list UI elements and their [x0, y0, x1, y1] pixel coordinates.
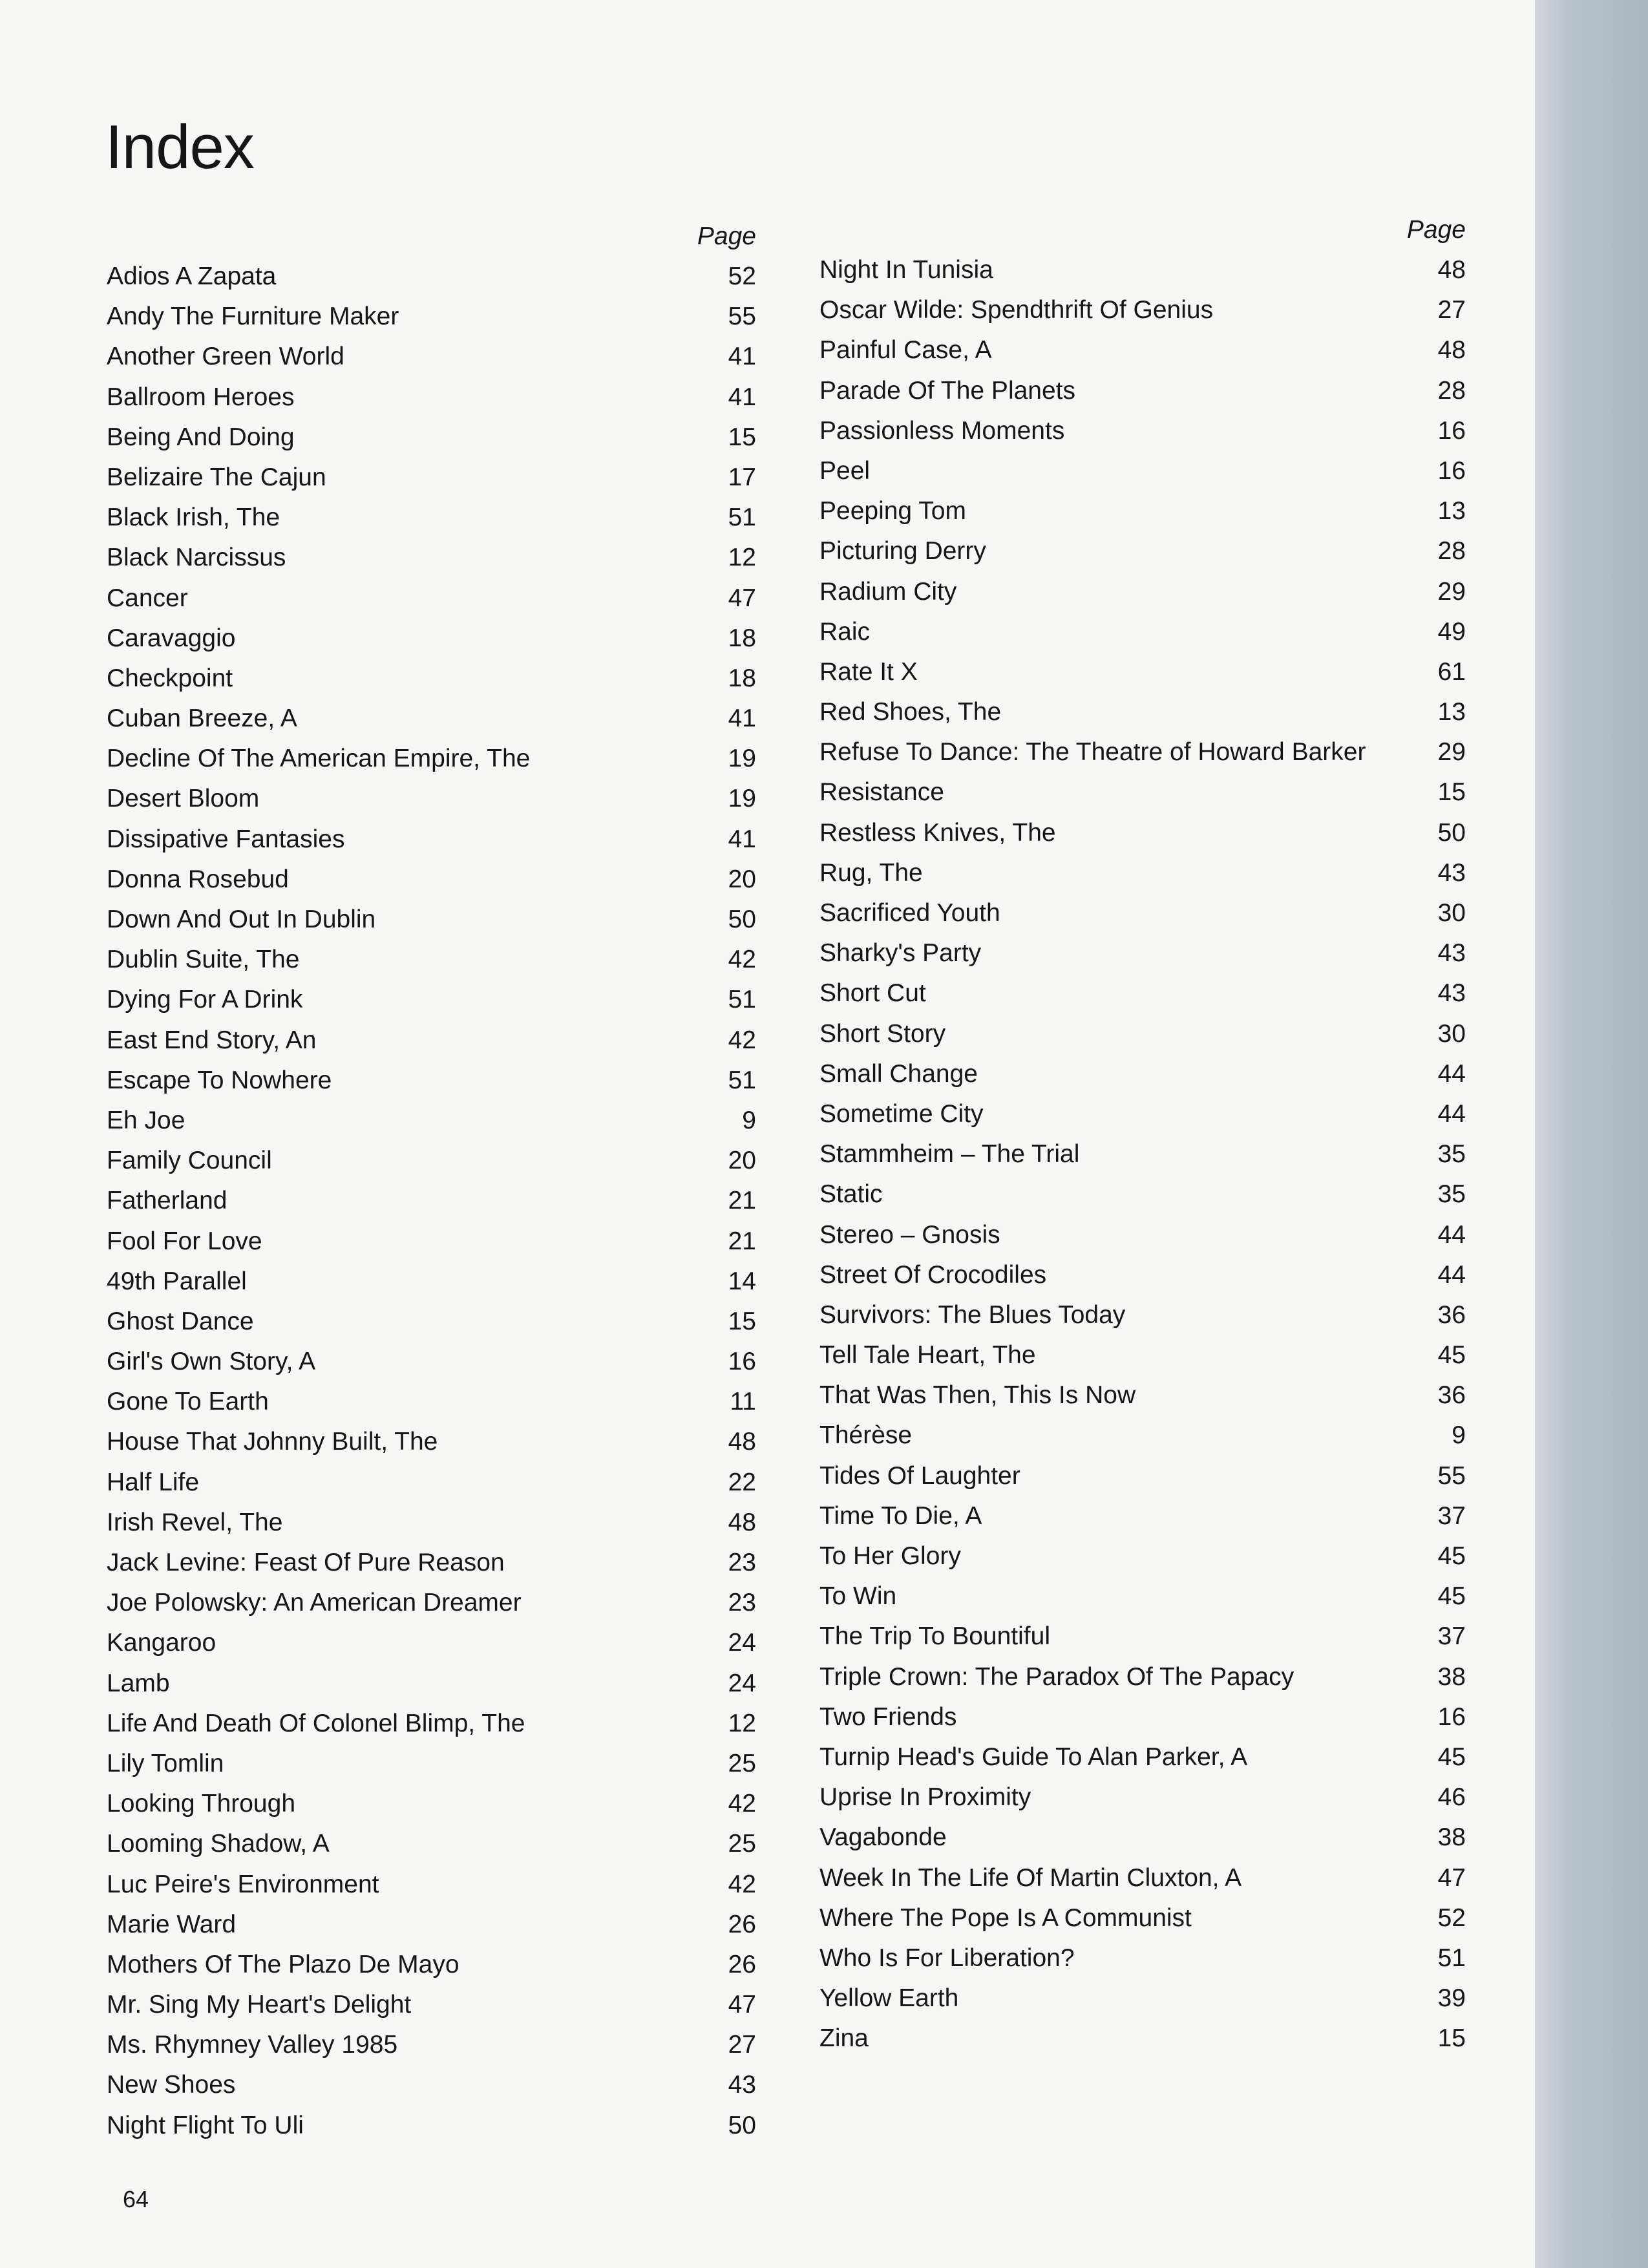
index-list-right — [819, 250, 1466, 2059]
entry-page-number: 42 — [728, 946, 756, 974]
entry-page-number: 35 — [1437, 1140, 1466, 1169]
entry-page-number: 36 — [1437, 1300, 1466, 1329]
entry-page-number: 28 — [1437, 537, 1466, 566]
entry-page-number: 11 — [730, 1388, 756, 1416]
entry-title: Luc Peire's Environment — [107, 1870, 379, 1898]
entry-page-number: 25 — [728, 1830, 756, 1858]
entry-page-number: 41 — [728, 343, 756, 371]
entry-title: Red Shoes, The — [819, 698, 1002, 726]
index-entry — [819, 1054, 1466, 1094]
index-entry — [819, 1898, 1466, 1938]
entry-page-number: 48 — [1437, 336, 1466, 365]
index-entry — [107, 739, 756, 779]
entry-page-number: 27 — [1437, 296, 1466, 324]
index-entry — [107, 1945, 756, 1985]
entry-page-number: 43 — [1437, 858, 1466, 887]
entry-title: Vagabonde — [819, 1823, 947, 1852]
entry-page-number: 29 — [1437, 738, 1466, 767]
index-entry — [819, 1335, 1466, 1375]
entry-page-number: 50 — [728, 906, 756, 933]
entry-title: Sharky's Party — [819, 939, 982, 968]
entry-title: Eh Joe — [107, 1106, 185, 1134]
index-entry — [819, 1014, 1466, 1054]
entry-page-number: 26 — [728, 1950, 756, 1978]
entry-title: Picturing Derry — [819, 537, 986, 566]
entry-title: Irish Revel, The — [107, 1508, 283, 1536]
page-number: 64 — [123, 2186, 149, 2212]
entry-title: Black Narcissus — [107, 544, 286, 572]
entry-title: Belizaire The Cajun — [107, 463, 326, 491]
entry-page-number: 28 — [1437, 376, 1466, 405]
index-entry — [819, 1697, 1466, 1737]
entry-page-number: 9 — [742, 1106, 756, 1134]
index-entry — [819, 973, 1466, 1013]
entry-title: Week In The Life Of Martin Cluxton, A — [819, 1863, 1242, 1892]
index-entry — [819, 1215, 1466, 1255]
entry-title: Short Story — [819, 1019, 946, 1048]
entry-page-number: 38 — [1437, 1823, 1466, 1852]
index-entry — [107, 1302, 756, 1342]
entry-page-number: 52 — [728, 262, 756, 290]
index-entry — [819, 290, 1466, 330]
entry-page-number: 48 — [728, 1428, 756, 1456]
entry-page-number: 30 — [1437, 1019, 1466, 1048]
entry-title: Zina — [819, 2024, 869, 2053]
entry-page-number: 39 — [1437, 1984, 1466, 2013]
entry-page-number: 15 — [1437, 2024, 1466, 2053]
entry-title: Painful Case, A — [819, 336, 992, 365]
entry-page-number: 25 — [728, 1749, 756, 1777]
index-entry — [819, 330, 1466, 370]
entry-title: Donna Rosebud — [107, 865, 289, 893]
entry-title: Stammheim – The Trial — [819, 1140, 1080, 1169]
entry-title: Lamb — [107, 1669, 170, 1697]
entry-page-number: 42 — [728, 1790, 756, 1818]
index-entry — [107, 980, 756, 1020]
entry-title: Raic — [819, 617, 871, 646]
index-entry — [107, 538, 756, 578]
entry-title: Rate It X — [819, 657, 918, 686]
entry-page-number: 48 — [1437, 256, 1466, 284]
entry-page-number: 24 — [728, 1669, 756, 1697]
index-entry — [107, 820, 756, 860]
entry-title: Looking Through — [107, 1790, 296, 1818]
index-entry — [107, 2106, 756, 2146]
entry-title: Dublin Suite, The — [107, 946, 300, 974]
index-entry — [819, 1777, 1466, 1818]
index-entry — [107, 1061, 756, 1101]
index-entry — [819, 572, 1466, 612]
entry-title: Fool For Love — [107, 1227, 262, 1255]
entry-page-number: 47 — [1437, 1863, 1466, 1892]
entry-page-number: 23 — [728, 1549, 756, 1576]
entry-page-number: 17 — [728, 463, 756, 491]
entry-title: Who Is For Liberation? — [819, 1944, 1075, 1972]
entry-title: Being And Doing — [107, 423, 295, 451]
index-entry — [107, 1583, 756, 1623]
entry-page-number: 46 — [1437, 1783, 1466, 1812]
index-entry — [107, 1342, 756, 1382]
entry-page-number: 37 — [1437, 1622, 1466, 1651]
entry-page-number: 51 — [728, 986, 756, 1014]
index-entry — [107, 1021, 756, 1061]
index-entry — [819, 692, 1466, 732]
entry-page-number: 14 — [728, 1267, 756, 1295]
index-entry — [819, 1456, 1466, 1496]
entry-title: To Her Glory — [819, 1542, 961, 1570]
index-entry — [819, 1295, 1466, 1335]
entry-page-number: 19 — [728, 785, 756, 813]
index-entry — [819, 853, 1466, 893]
entry-page-number: 44 — [1437, 1220, 1466, 1249]
entry-page-number: 21 — [728, 1227, 756, 1255]
entry-title: Escape To Nowhere — [107, 1066, 332, 1094]
entry-page-number: 55 — [1437, 1461, 1466, 1490]
entry-page-number: 19 — [728, 745, 756, 773]
entry-title: Ghost Dance — [107, 1307, 254, 1335]
entry-page-number: 48 — [728, 1508, 756, 1536]
index-entry — [107, 860, 756, 900]
index-entry — [107, 1824, 756, 1864]
entry-title: Radium City — [819, 577, 957, 606]
entry-page-number: 15 — [1437, 778, 1466, 807]
index-entry — [107, 1463, 756, 1503]
entry-page-number: 44 — [1437, 1059, 1466, 1088]
entry-title: Rug, The — [819, 858, 923, 887]
index-entry — [819, 371, 1466, 411]
index-entry — [819, 1496, 1466, 1536]
entry-title: Yellow Earth — [819, 1984, 959, 2013]
entry-title: Gone To Earth — [107, 1388, 269, 1416]
entry-title: Thérèse — [819, 1421, 913, 1450]
entry-page-number: 38 — [1437, 1662, 1466, 1691]
entry-page-number: 30 — [1437, 899, 1466, 927]
entry-title: Mr. Sing My Heart's Delight — [107, 1991, 412, 2019]
entry-page-number: 47 — [728, 584, 756, 612]
index-entry — [107, 418, 756, 458]
entry-page-number: 41 — [728, 825, 756, 853]
entry-page-number: 23 — [728, 1589, 756, 1617]
entry-title: Resistance — [819, 778, 944, 807]
entry-page-number: 45 — [1437, 1542, 1466, 1570]
entry-page-number: 52 — [1437, 1903, 1466, 1932]
entry-page-number: 27 — [728, 2031, 756, 2059]
entry-title: Decline Of The American Empire, The — [107, 745, 531, 773]
index-entry — [107, 1503, 756, 1543]
entry-title: Where The Pope Is A Communist — [819, 1903, 1192, 1932]
index-entry — [819, 531, 1466, 571]
index-entry — [107, 1744, 756, 1784]
index-entry — [819, 1536, 1466, 1576]
index-entry — [107, 1262, 756, 1302]
index-entry — [107, 458, 756, 498]
index-entry — [819, 1174, 1466, 1214]
index-entry — [107, 297, 756, 337]
index-entry — [819, 1134, 1466, 1174]
entry-page-number: 61 — [1437, 657, 1466, 686]
index-entry — [107, 1905, 756, 1945]
entry-title: Tides Of Laughter — [819, 1461, 1020, 1490]
index-entry — [107, 1664, 756, 1704]
entry-page-number: 51 — [1437, 1944, 1466, 1972]
entry-title: Survivors: The Blues Today — [819, 1300, 1126, 1329]
entry-title: Uprise In Proximity — [819, 1783, 1031, 1812]
entry-title: Peel — [819, 456, 871, 485]
entry-title: Sometime City — [819, 1099, 984, 1128]
index-entry — [819, 1657, 1466, 1697]
entry-title: Refuse To Dance: The Theatre of Howard Barker — [819, 738, 1366, 767]
index-entry — [819, 411, 1466, 451]
index-entry — [107, 337, 756, 377]
index-entry — [107, 578, 756, 619]
entry-page-number: 51 — [728, 1066, 756, 1094]
page-edge-background — [1535, 0, 1648, 2268]
index-entry — [107, 257, 756, 297]
entry-title: Time To Die, A — [819, 1501, 982, 1530]
index-entry — [107, 2025, 756, 2065]
entry-title: Another Green World — [107, 343, 344, 371]
entry-page-number: 29 — [1437, 577, 1466, 606]
index-entry — [819, 451, 1466, 491]
entry-page-number: 15 — [728, 423, 756, 451]
entry-title: Two Friends — [819, 1702, 957, 1731]
entry-title: Cancer — [107, 584, 188, 612]
entry-title: Street Of Crocodiles — [819, 1260, 1047, 1289]
entry-title: Lily Tomlin — [107, 1749, 224, 1777]
index-entry — [819, 1094, 1466, 1134]
index-entry — [819, 1737, 1466, 1777]
entry-page-number: 20 — [728, 865, 756, 893]
page-column-heading: Page — [697, 222, 756, 250]
entry-page-number: 49 — [1437, 617, 1466, 646]
index-entry — [819, 1255, 1466, 1295]
index-entry — [107, 779, 756, 819]
entry-page-number: 16 — [728, 1348, 756, 1376]
entry-page-number: 20 — [728, 1147, 756, 1175]
entry-page-number: 22 — [728, 1468, 756, 1496]
index-entry — [819, 933, 1466, 973]
entry-title: Fatherland — [107, 1187, 227, 1215]
index-entry — [819, 612, 1466, 652]
entry-page-number: 13 — [1437, 497, 1466, 525]
index-column-left — [107, 217, 756, 2146]
entry-page-number: 18 — [728, 624, 756, 652]
entry-title: Triple Crown: The Paradox Of The Papacy — [819, 1662, 1294, 1691]
entry-title: To Win — [819, 1582, 897, 1611]
entry-page-number: 13 — [1437, 698, 1466, 726]
index-entry — [107, 498, 756, 538]
entry-title: New Shoes — [107, 2071, 236, 2099]
entry-title: That Was Then, This Is Now — [819, 1381, 1136, 1410]
entry-page-number: 21 — [728, 1187, 756, 1215]
entry-title: Peeping Tom — [819, 497, 966, 525]
entry-page-number: 18 — [728, 664, 756, 692]
entry-title: Kangaroo — [107, 1629, 217, 1657]
index-entry — [107, 2065, 756, 2105]
index-entry — [819, 813, 1466, 853]
entry-title: Life And Death Of Colonel Blimp, The — [107, 1709, 525, 1737]
entry-title: Oscar Wilde: Spendthrift Of Genius — [819, 296, 1214, 324]
index-entry — [107, 619, 756, 659]
entry-page-number: 45 — [1437, 1341, 1466, 1370]
entry-page-number: 36 — [1437, 1381, 1466, 1410]
entry-page-number: 42 — [728, 1026, 756, 1054]
entry-title: Night Flight To Uli — [107, 2111, 304, 2139]
entry-page-number: 44 — [1437, 1260, 1466, 1289]
index-list-left — [107, 257, 756, 2146]
entry-title: Black Irish, The — [107, 503, 280, 532]
index-entry — [107, 1865, 756, 1905]
entry-page-number: 43 — [1437, 979, 1466, 1008]
entry-title: Restless Knives, The — [819, 818, 1056, 847]
index-entry — [819, 250, 1466, 290]
index-entry — [107, 940, 756, 980]
entry-title: Family Council — [107, 1147, 272, 1175]
index-entry — [819, 1415, 1466, 1456]
index-entry — [819, 2019, 1466, 2059]
entry-title: Ms. Rhymney Valley 1985 — [107, 2031, 398, 2059]
entry-page-number: 16 — [1437, 1702, 1466, 1731]
entry-title: Tell Tale Heart, The — [819, 1341, 1036, 1370]
index-entry — [819, 1938, 1466, 1978]
index-entry — [819, 1978, 1466, 2019]
entry-title: Joe Polowsky: An American Dreamer — [107, 1589, 522, 1617]
index-entry — [819, 1818, 1466, 1858]
index-entry — [819, 1858, 1466, 1898]
index-entry — [107, 1222, 756, 1262]
entry-page-number: 37 — [1437, 1501, 1466, 1530]
page-title: Index — [105, 112, 254, 182]
entry-page-number: 41 — [728, 705, 756, 733]
index-entry — [819, 732, 1466, 772]
index-entry — [107, 1623, 756, 1663]
entry-title: Marie Ward — [107, 1910, 237, 1938]
entry-page-number: 50 — [728, 2111, 756, 2139]
entry-page-number: 12 — [728, 544, 756, 572]
index-entry — [107, 1704, 756, 1744]
entry-page-number: 45 — [1437, 1743, 1466, 1771]
index-entry — [107, 1101, 756, 1141]
entry-title: Caravaggio — [107, 624, 236, 652]
entry-title: Dying For A Drink — [107, 986, 303, 1014]
entry-title: Sacrificed Youth — [819, 899, 1000, 927]
entry-title: Desert Bloom — [107, 785, 260, 813]
entry-page-number: 9 — [1452, 1421, 1466, 1450]
entry-title: Stereo – Gnosis — [819, 1220, 1000, 1249]
entry-title: Girl's Own Story, A — [107, 1348, 316, 1376]
entry-page-number: 26 — [728, 1910, 756, 1938]
entry-title: Cuban Breeze, A — [107, 705, 297, 733]
entry-page-number: 12 — [728, 1709, 756, 1737]
entry-title: Passionless Moments — [819, 416, 1065, 445]
entry-title: Looming Shadow, A — [107, 1830, 330, 1858]
entry-title: Dissipative Fantasies — [107, 825, 345, 853]
entry-title: Short Cut — [819, 979, 926, 1008]
entry-title: East End Story, An — [107, 1026, 317, 1054]
entry-title: Checkpoint — [107, 664, 233, 692]
index-entry — [107, 1422, 756, 1462]
index-entry — [107, 1141, 756, 1181]
entry-page-number: 47 — [728, 1991, 756, 2019]
index-entry — [107, 1543, 756, 1583]
entry-page-number: 51 — [728, 503, 756, 532]
index-entry — [819, 652, 1466, 692]
entry-page-number: 42 — [728, 1870, 756, 1898]
index-entry — [107, 699, 756, 739]
entry-page-number: 16 — [1437, 416, 1466, 445]
index-entry — [819, 1616, 1466, 1657]
index-entry — [107, 659, 756, 699]
entry-title: Jack Levine: Feast Of Pure Reason — [107, 1549, 505, 1576]
entry-title: Small Change — [819, 1059, 978, 1088]
page-column-heading: Page — [1406, 216, 1466, 244]
entry-title: Adios A Zapata — [107, 262, 277, 290]
entry-page-number: 16 — [1437, 456, 1466, 485]
index-column-right — [819, 210, 1466, 2059]
index-entry — [107, 1985, 756, 2025]
entry-page-number: 41 — [728, 383, 756, 411]
index-entry — [819, 491, 1466, 531]
entry-title: The Trip To Bountiful — [819, 1622, 1050, 1651]
entry-title: Ballroom Heroes — [107, 383, 295, 411]
entry-title: House That Johnny Built, The — [107, 1428, 438, 1456]
entry-page-number: 43 — [1437, 939, 1466, 968]
entry-page-number: 35 — [1437, 1180, 1466, 1209]
index-entry — [107, 1181, 756, 1221]
index-entry — [107, 1784, 756, 1824]
entry-page-number: 24 — [728, 1629, 756, 1657]
entry-page-number: 45 — [1437, 1582, 1466, 1611]
entry-title: Turnip Head's Guide To Alan Parker, A — [819, 1743, 1248, 1771]
entry-page-number: 44 — [1437, 1099, 1466, 1128]
entry-title: Static — [819, 1180, 883, 1209]
entry-page-number: 55 — [728, 302, 756, 331]
index-entry — [107, 900, 756, 940]
entry-title: 49th Parallel — [107, 1267, 247, 1295]
entry-title: Mothers Of The Plazo De Mayo — [107, 1950, 460, 1978]
index-entry — [819, 1576, 1466, 1616]
entry-title: Andy The Furniture Maker — [107, 302, 399, 331]
entry-title: Half Life — [107, 1468, 200, 1496]
entry-title: Night In Tunisia — [819, 256, 993, 284]
index-entry — [819, 893, 1466, 933]
index-entry — [107, 377, 756, 418]
entry-page-number: 15 — [728, 1307, 756, 1335]
index-entry — [107, 1382, 756, 1422]
entry-title: Parade Of The Planets — [819, 376, 1076, 405]
entry-page-number: 50 — [1437, 818, 1466, 847]
entry-title: Down And Out In Dublin — [107, 906, 376, 933]
entry-page-number: 43 — [728, 2071, 756, 2099]
index-entry — [819, 772, 1466, 812]
index-entry — [819, 1375, 1466, 1415]
